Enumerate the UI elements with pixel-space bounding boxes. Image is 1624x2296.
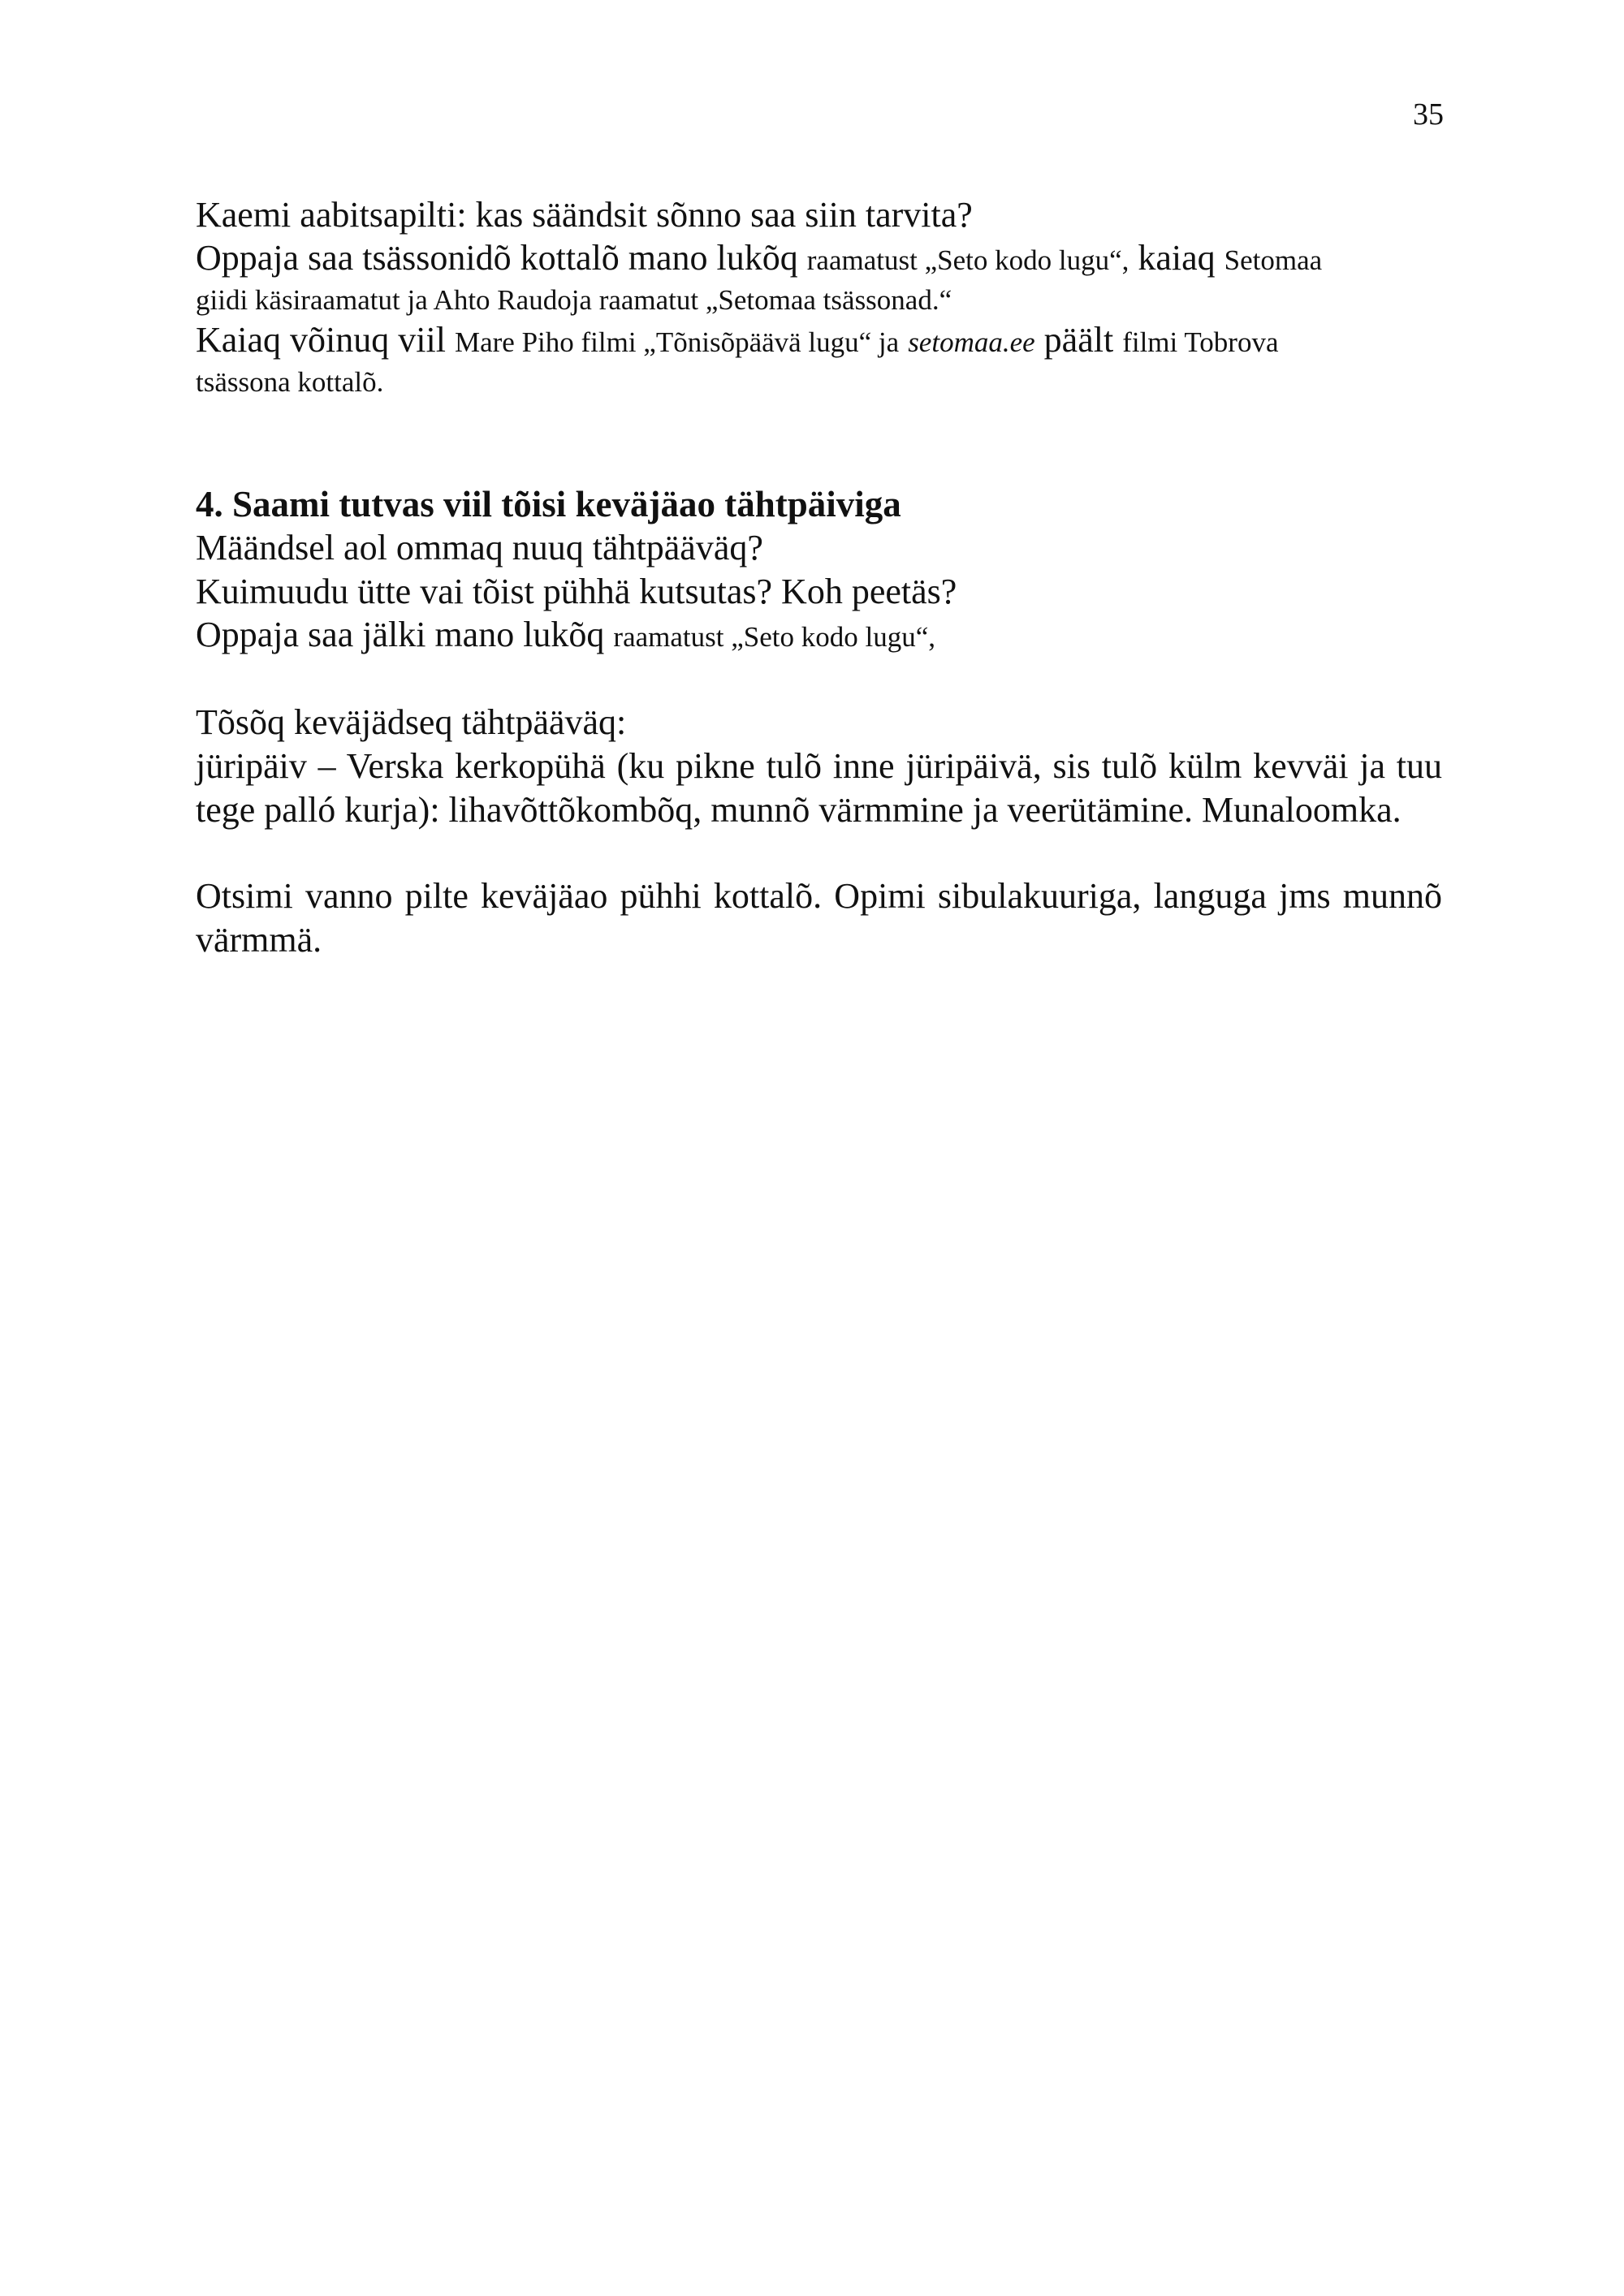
page-content (196, 193, 1442, 962)
page-number: 35 (1413, 97, 1444, 132)
film-reference: Mare Piho filmi „Tõnisõpäävä lugu“ ja (454, 326, 900, 358)
website-reference: setomaa.ee (908, 326, 1035, 358)
text-fragment-small: filmi Tobrova (1122, 326, 1279, 358)
text-fragment: kaiaq (1138, 238, 1216, 278)
closing-paragraph: Otsimi vanno pilte keväjäao pühhi kottalõ. Opimi sibulakuuriga, languga jms munnõ värmmä. (196, 876, 1442, 960)
question-line: Määndsel aol ommaq nuuq tähtpääväq? (196, 528, 763, 568)
text-line-teacher-chapels (196, 237, 1442, 282)
text-line-tobrova: tsässona kottalõ. (196, 366, 384, 398)
holidays-title: Tõsõq keväjädseq tähtpääväq: (196, 702, 627, 742)
text-fragment: Oppaja saa jälki mano lukõq (196, 615, 605, 654)
text-fragment: Oppaja saa tsässonidõ kottalõ mano lukõq (196, 238, 798, 278)
book-reference: raamatust „Seto kodo lugu“, (806, 244, 1129, 276)
text-line-abc-picture: Kaemi aabitsapilti: kas säändsit sõnno saa siin tarvita? (196, 195, 973, 235)
book-reference: raamatust „Seto kodo lugu“, (613, 621, 935, 653)
section-heading: 4. Saami tutvas viil tõisi keväjäao tähtpäiviga (196, 484, 901, 524)
text-line-films (196, 319, 1442, 364)
text-fragment: Kaiaq võinuq viil (196, 320, 446, 360)
text-fragment: päält (1043, 320, 1114, 360)
text-line-teacher-more (196, 614, 1442, 658)
question-line: Kuimuudu ütte vai tõist pühhä kutsutas? Koh peetäs? (196, 572, 957, 611)
text-line-guidebook: giidi käsiraamatut ja Ahto Raudoja raamatut „Setomaa tsässonad.“ (196, 284, 952, 316)
holidays-paragraph: jüripäiv – Verska kerkopühä (ku pikne tulõ inne jüripäivä, sis tulõ külm kevväi ja tuu tege palló kurja): lihavõttõkombõq, munnõ värmmine ja veerütämine. Munaloomka. (196, 746, 1442, 830)
text-fragment-small: Setomaa (1224, 244, 1323, 276)
